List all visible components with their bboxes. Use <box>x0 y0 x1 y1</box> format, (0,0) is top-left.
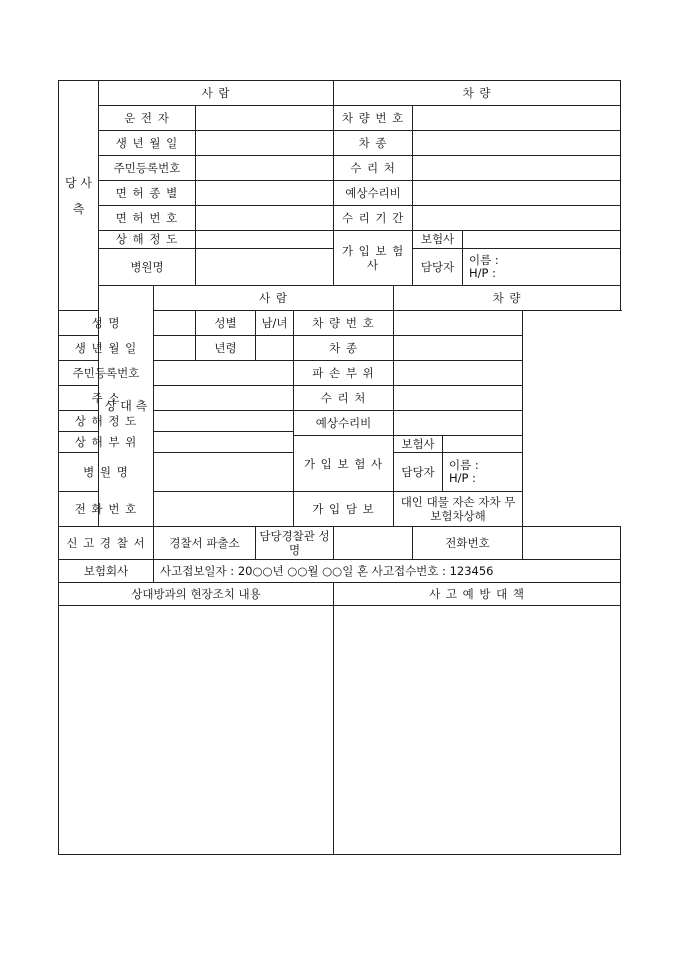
driver-field[interactable] <box>196 106 334 131</box>
b-injury-degree-label: 상 해 정 도 <box>59 411 154 432</box>
b-contact-phone-label: H/P : <box>449 471 477 485</box>
b-repair-shop-field[interactable] <box>394 386 523 411</box>
b-name-label: 성 명 <box>59 311 154 336</box>
b-contact-label: 담당자 <box>394 453 443 492</box>
license-type-label: 면 허 종 별 <box>99 181 196 206</box>
insurance-report-field[interactable]: 사고접보일자 : 20○○년 ○○월 ○○일 혼 사고접수번호 : 123456 <box>154 560 621 583</box>
b-damage-part-label: 파 손 부 위 <box>294 361 394 386</box>
b-resident-no-label: 주민등록번호 <box>59 361 154 386</box>
b-injury-degree-field[interactable] <box>154 411 294 432</box>
accident-report-form <box>58 80 621 855</box>
b-gender-label: 성별 <box>196 311 256 336</box>
b-contact-field[interactable] <box>443 453 523 492</box>
b-injury-part-label: 상 해 부 위 <box>59 432 154 453</box>
hospital-field[interactable] <box>196 249 334 286</box>
prevention-header: 사 고 예 방 대 책 <box>334 583 621 606</box>
repair-period-label: 수 리 기 간 <box>334 206 413 231</box>
prevention-area[interactable] <box>334 606 621 855</box>
party-b-person-header: 사 람 <box>154 286 394 311</box>
b-plate-no-field[interactable] <box>394 311 523 336</box>
contact-phone-label: H/P : <box>469 266 497 280</box>
insurer-label: 가 입 보 험 사 <box>334 231 413 286</box>
repair-cost-field[interactable] <box>413 181 621 206</box>
b-insurance-co-label: 보험사 <box>394 436 443 453</box>
b-phone-field[interactable] <box>154 492 294 527</box>
report-station-label: 신 고 경 찰 서 <box>59 527 154 560</box>
driver-label: 운 전 자 <box>99 106 196 131</box>
b-damage-part-field[interactable] <box>394 361 523 386</box>
contact-label: 담당자 <box>413 249 463 286</box>
injury-degree-field[interactable] <box>196 231 334 249</box>
b-gender-field[interactable]: 남/녀 <box>256 311 294 336</box>
license-no-field[interactable] <box>196 206 334 231</box>
police-phone-label: 전화번호 <box>413 527 523 560</box>
onsite-action-header: 상대방과의 현장조치 내용 <box>59 583 334 606</box>
b-birth-label: 생 년 월 일 <box>59 336 154 361</box>
b-hospital-label: 병 원 명 <box>59 453 154 492</box>
repair-shop-field[interactable] <box>413 156 621 181</box>
station-office-field[interactable]: 경찰서 파출소 <box>154 527 256 560</box>
b-birth-field[interactable] <box>154 336 196 361</box>
injury-degree-label: 상 해 정 도 <box>99 231 196 249</box>
contact-field[interactable] <box>463 249 621 286</box>
b-car-type-field[interactable] <box>394 336 523 361</box>
b-coverage-label: 가 입 담 보 <box>294 492 394 527</box>
repair-shop-label: 수 리 처 <box>334 156 413 181</box>
plate-no-field[interactable] <box>413 106 621 131</box>
party-b-vehicle-header: 차 량 <box>394 286 621 311</box>
police-phone-field[interactable] <box>523 527 621 560</box>
birth-label: 생 년 월 일 <box>99 131 196 156</box>
b-resident-no-field[interactable] <box>154 361 294 386</box>
b-repair-cost-label: 예상수리비 <box>294 411 394 436</box>
b-repair-shop-label: 수 리 처 <box>294 386 394 411</box>
officer-field[interactable] <box>334 527 413 560</box>
b-phone-label: 전 화 번 호 <box>59 492 154 527</box>
b-age-label: 년령 <box>196 336 256 361</box>
insurance-co-label: 보험사 <box>413 231 463 249</box>
resident-no-label: 주민등록번호 <box>99 156 196 181</box>
officer-label: 담당경찰관 성 명 <box>256 527 334 560</box>
b-contact-name-label: 이름 : <box>449 458 479 472</box>
party-a-vehicle-header: 차 량 <box>334 81 621 106</box>
b-repair-cost-field[interactable] <box>394 411 523 436</box>
b-coverage-field[interactable]: 대인 대물 자손 자차 무보험차상해 <box>394 492 523 527</box>
hospital-label: 병원명 <box>99 249 196 286</box>
b-insurance-co-field[interactable] <box>443 436 523 453</box>
resident-no-field[interactable] <box>196 156 334 181</box>
license-no-label: 면 허 번 호 <box>99 206 196 231</box>
b-plate-no-label: 차 량 번 호 <box>294 311 394 336</box>
plate-no-label: 차 량 번 호 <box>334 106 413 131</box>
contact-name-label: 이름 : <box>469 253 499 267</box>
b-age-field[interactable] <box>256 336 294 361</box>
b-hospital-field[interactable] <box>154 453 294 492</box>
repair-period-field[interactable] <box>413 206 621 231</box>
party-a-person-header: 사 람 <box>99 81 334 106</box>
repair-cost-label: 예상수리비 <box>334 181 413 206</box>
b-address-field[interactable] <box>154 386 294 411</box>
b-injury-part-field[interactable] <box>154 432 294 453</box>
birth-field[interactable] <box>196 131 334 156</box>
b-address-label: 주 소 <box>59 386 154 411</box>
license-type-field[interactable] <box>196 181 334 206</box>
b-car-type-label: 차 종 <box>294 336 394 361</box>
party-a-side-label: 당 사 측 <box>59 81 99 311</box>
insurance-co-field[interactable] <box>463 231 621 249</box>
party-b-side-label: 상 대 측 <box>99 286 154 527</box>
b-name-field[interactable] <box>154 311 196 336</box>
insurance-company-label: 보험회사 <box>59 560 154 583</box>
car-type-label: 차 종 <box>334 131 413 156</box>
onsite-action-area[interactable] <box>59 606 334 855</box>
car-type-field[interactable] <box>413 131 621 156</box>
b-insurer-label: 가 입 보 험 사 <box>294 436 394 492</box>
